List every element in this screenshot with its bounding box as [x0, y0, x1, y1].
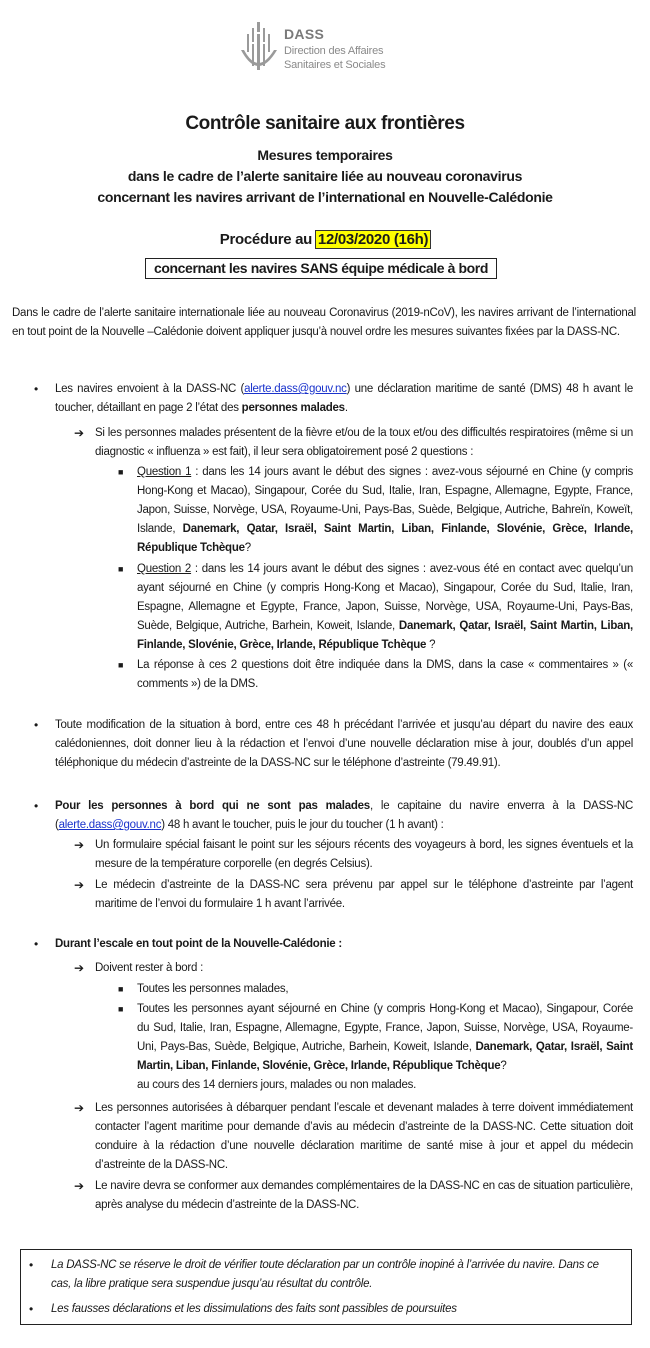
- section-3-arrow-1: Un formulaire spécial faisant le point sur les séjours récents des voyageurs à bord, les signes éventuels et la mesure de la température corporelle (en degrés Celsius).: [95, 839, 633, 870]
- section-3-text-a: , le capitaine du navire enverra à la DASS-NC (: [55, 800, 634, 831]
- stay-on-board-tail: au cours des 14 derniers jours, malades ou non malades.: [137, 1079, 417, 1091]
- bullet-icon: •: [34, 718, 39, 732]
- arrow-icon: ➔: [74, 961, 85, 975]
- question-1-end: ?: [244, 542, 251, 554]
- question-note: La réponse à ces 2 questions doit être indiquée dans la DMS, dans la case « commentaires » (« comments ») de la DMS.: [137, 659, 633, 690]
- stay-on-board-item-2: [137, 1000, 633, 1076]
- bullet-icon: •: [34, 382, 39, 396]
- section-4-arrow-3: Le navire devra se conformer aux demandes complémentaires de la DASS-NC en cas de situation particulière, après analyse du médecin d’astreinte de la DASS-NC.: [95, 1180, 633, 1211]
- arrow-icon: ➔: [74, 838, 85, 852]
- ship-type-box: concernant les navires SANS équipe médicale à bord: [145, 258, 497, 279]
- question-2-end: ?: [426, 639, 436, 651]
- section-1-bold: personnes malades: [241, 402, 345, 414]
- procedure-date: 12/03/2020 (16h): [317, 231, 429, 248]
- square-bullet-icon: ■: [118, 660, 124, 670]
- section-1-paragraph: [55, 380, 633, 418]
- logo-line-2: Sanitaires et Sociales: [284, 59, 386, 71]
- footer-warning-box: [20, 1249, 632, 1325]
- bullet-icon: •: [29, 1258, 34, 1272]
- bullet-icon: •: [29, 1302, 34, 1316]
- section-3-arrow-2: Le médecin d’astreinte de la DASS-NC sera prévenu par appel sur le téléphone d’astreinte par l’agent maritime de l’envoi du formulaire 1 h avant l’arrivée.: [95, 879, 633, 910]
- question-2-label: Question 2: [137, 563, 192, 575]
- logo-brand: DASS: [284, 26, 325, 42]
- section-3-paragraph: [55, 797, 633, 835]
- footer-item-2: Les fausses déclarations et les dissimulations des faits sont passibles de poursuites: [51, 1303, 457, 1315]
- square-bullet-icon: ■: [118, 984, 124, 994]
- footer-item-1: La DASS-NC se réserve le droit de vérifier toute déclaration par un contrôle inopiné à l’arrivée du navire. Dans ce cas, la libre pratique sera suspendue jusqu’au résultat du contrôle.: [51, 1259, 599, 1290]
- email-link[interactable]: alerte.dass@gouv.nc: [58, 819, 162, 831]
- question-1-text: : dans les 14 jours avant le début des signes : avez-vous séjourné en Chine (y compris Hong-Kong et Macao), Singapour, Corée du Sud, Italie, Iran, Espagne, Allemagne, Egypte, France, Japon, Suisse, Norvège, USA, Royaume-Uni, Pays-Bas, Suède, Belgique, Autriche, Bahreïn, Koweït, Islande,: [137, 466, 633, 535]
- procedure-line: [0, 231, 650, 248]
- section-1-arrow-1: Si les personnes malades présentent de la fièvre et/ou de la toux et/ou des difficultés respiratoires (même si un diagnostic « influenza » est fait), il leur sera obligatoirement posé 2 questions :: [95, 427, 633, 458]
- arrow-icon: ➔: [74, 1101, 85, 1115]
- question-1-bold: Danemark, Qatar, Israël, Saint Martin, Liban, Finlande, Slovénie, Grèce, Irlande, République Tchèque: [137, 523, 633, 554]
- question-2: [137, 560, 633, 655]
- question-2-text: : dans les 14 jours avant le début des signes : avez-vous été en contact avec quelqu’un ayant séjourné en Chine (y compris Hong-Kong et Macao), Singapour, Corée du Sud, Italie, Iran, Espagne, Allemagne et Egypte, France, Japon, Suisse, Norvège, USA, Royaume-Uni, Pays-Bas, Suède, Belgique, Autriche, Barhein, Koweit, Islande,: [137, 563, 633, 632]
- section-4-bold: Durant l’escale en tout point de la Nouvelle-Calédonie :: [55, 938, 342, 950]
- question-1-label: Question 1: [137, 466, 192, 478]
- bullet-icon: •: [34, 937, 39, 951]
- logo-line-1: Direction des Affaires: [284, 45, 384, 57]
- question-2-bold: Danemark, Qatar, Israël, Saint Martin, Liban, Finlande, Slovénie, Grèce, Irlande, République Tchèque: [137, 620, 633, 651]
- section-1-text-a: Les navires envoient à la DASS-NC (: [55, 383, 245, 395]
- arrow-icon: ➔: [74, 1179, 85, 1193]
- section-4-arrow-1: Doivent rester à bord :: [95, 962, 204, 974]
- dass-emblem-icon: [238, 20, 280, 80]
- bullet-icon: •: [34, 799, 39, 813]
- square-bullet-icon: ■: [118, 467, 124, 477]
- subtitle-1: Mesures temporaires: [257, 147, 393, 163]
- section-3-bold: Pour les personnes à bord qui ne sont pas malades: [55, 800, 370, 812]
- arrow-icon: ➔: [74, 426, 85, 440]
- stay-on-board-item-1: Toutes les personnes malades,: [137, 983, 289, 995]
- arrow-icon: ➔: [74, 878, 85, 892]
- subtitle-3: concernant les navires arrivant de l’international en Nouvelle-Calédonie: [97, 189, 553, 205]
- square-bullet-icon: ■: [118, 1004, 124, 1014]
- page-title: Contrôle sanitaire aux frontières: [185, 113, 465, 134]
- stay-on-board-text: Toutes les personnes ayant séjourné en Chine (y compris Hong-Kong et Macao), Singapour, Corée du Sud, Italie, Iran, Espagne, Allemagne, Egypte, France, Japon, Suisse, Norvège, USA, Royaume-Uni, Pays-Bas, Suède, Belgique, Autriche, Barhein, Koweit, Islande,: [137, 1003, 633, 1053]
- stay-on-board-bold: Danemark, Qatar, Israël, Saint Martin, Liban, Finlande, Slovénie, Grèce, Irlande, République Tchèque: [137, 1041, 633, 1072]
- square-bullet-icon: ■: [118, 564, 124, 574]
- intro-paragraph: Dans le cadre de l’alerte sanitaire internationale liée au nouveau Coronavirus (2019-nCoV), les navires arrivant de l’international en tout point de la Nouvelle –Calédonie doivent appliquer jusqu’à nouvel ordre les mesures suivantes fixées par la DASS-NC.: [12, 307, 636, 338]
- section-3-text-b: ) 48 h avant le toucher, puis le jour du toucher (1 h avant) :: [161, 819, 444, 831]
- section-4-heading: [55, 935, 633, 954]
- email-link[interactable]: alerte.dass@gouv.nc: [244, 383, 347, 395]
- section-2-paragraph: Toute modification de la situation à bord, entre ces 48 h précédant l’arrivée et jusqu’au départ du navire des eaux calédoniennes, doit donner lieu à la rédaction et l’envoi d’une nouvelle déclaration mise à jour, doublés d’un appel téléphonique du médecin d’astreinte de la DASS-NC sur le téléphone d’astreinte (79.49.91).: [55, 719, 633, 769]
- stay-on-board-end: ?: [500, 1060, 507, 1072]
- section-4-arrow-2: Les personnes autorisées à débarquer pendant l’escale et devenant malades à terre doivent immédiatement contacter l’agent maritime pour demande d’avis au médecin d’astreinte de la DASS-NC. Cette situation doit conduire à la rédaction d’une nouvelle déclaration maritime de santé mise à jour et appel du médecin d’astreinte de la DASS-NC.: [95, 1102, 633, 1171]
- dass-logo: [238, 20, 408, 86]
- question-1: [137, 463, 633, 558]
- subtitle-2: dans le cadre de l’alerte sanitaire liée au nouveau coronavirus: [127, 168, 523, 184]
- section-1-text-b: ) une déclaration maritime de santé (DMS) 48 h avant le toucher, détaillant en page 2 l’état des: [55, 383, 633, 414]
- section-1-text-c: .: [344, 402, 348, 414]
- procedure-prefix: Procédure au: [219, 231, 316, 248]
